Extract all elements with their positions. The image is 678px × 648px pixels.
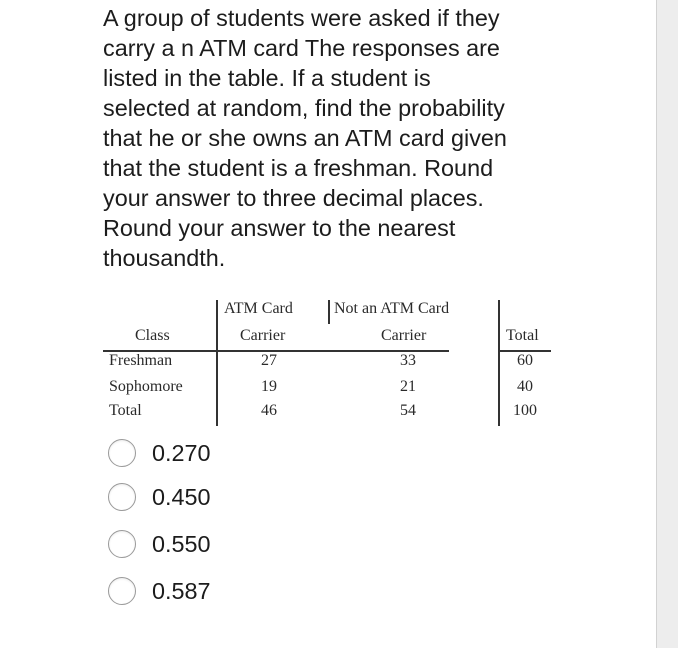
header-not-atm-card: Not an ATM Card — [334, 300, 450, 317]
radio-button[interactable] — [108, 483, 136, 511]
cell-sophomore-not-atm: 21 — [400, 378, 416, 395]
question-line: selected at random, find the probability — [103, 95, 505, 121]
radio-button[interactable] — [108, 439, 136, 467]
row-label-freshman: Freshman — [109, 352, 173, 369]
header-class: Class — [135, 327, 170, 344]
radio-button[interactable] — [108, 530, 136, 558]
cell-total-not-atm: 54 — [400, 402, 416, 419]
option-label: 0.587 — [152, 577, 211, 604]
question-line: thousandth. — [103, 245, 226, 271]
answer-option[interactable] — [108, 576, 211, 606]
header-atm-carrier: Carrier — [240, 327, 286, 344]
answer-option[interactable] — [108, 482, 211, 512]
option-label: 0.270 — [152, 439, 211, 466]
question-line: carry a n ATM card The responses are — [103, 35, 500, 61]
right-margin-strip — [656, 0, 678, 648]
question-line: listed in the table. If a student is — [103, 65, 431, 91]
cell-sophomore-total: 40 — [517, 378, 533, 395]
question-line: your answer to three decimal places. — [103, 185, 484, 211]
header-atm-card: ATM Card — [224, 300, 293, 317]
question-line: Round your answer to the nearest — [103, 215, 456, 241]
table-divider — [498, 300, 500, 426]
header-total: Total — [506, 327, 539, 344]
cell-freshman-total: 60 — [517, 352, 533, 369]
cell-freshman-not-atm: 33 — [400, 352, 416, 369]
cell-total-atm: 46 — [261, 402, 277, 419]
question-line: that he or she owns an ATM card given — [103, 125, 507, 151]
table-divider — [328, 300, 330, 324]
question-text — [103, 3, 573, 273]
option-label: 0.450 — [152, 483, 211, 510]
cell-sophomore-atm: 19 — [261, 378, 277, 395]
option-label: 0.550 — [152, 530, 211, 557]
header-not-atm-carrier: Carrier — [381, 327, 427, 344]
radio-button[interactable] — [108, 577, 136, 605]
cell-freshman-atm: 27 — [261, 352, 277, 369]
cell-total-total: 100 — [513, 402, 537, 419]
answer-option[interactable] — [108, 438, 211, 468]
answer-option[interactable] — [108, 529, 211, 559]
table-divider — [216, 300, 218, 426]
question-line: that the student is a freshman. Round — [103, 155, 494, 181]
row-label-sophomore: Sophomore — [109, 378, 183, 395]
row-label-total: Total — [109, 402, 142, 419]
question-line: A group of students were asked if they — [103, 5, 500, 31]
